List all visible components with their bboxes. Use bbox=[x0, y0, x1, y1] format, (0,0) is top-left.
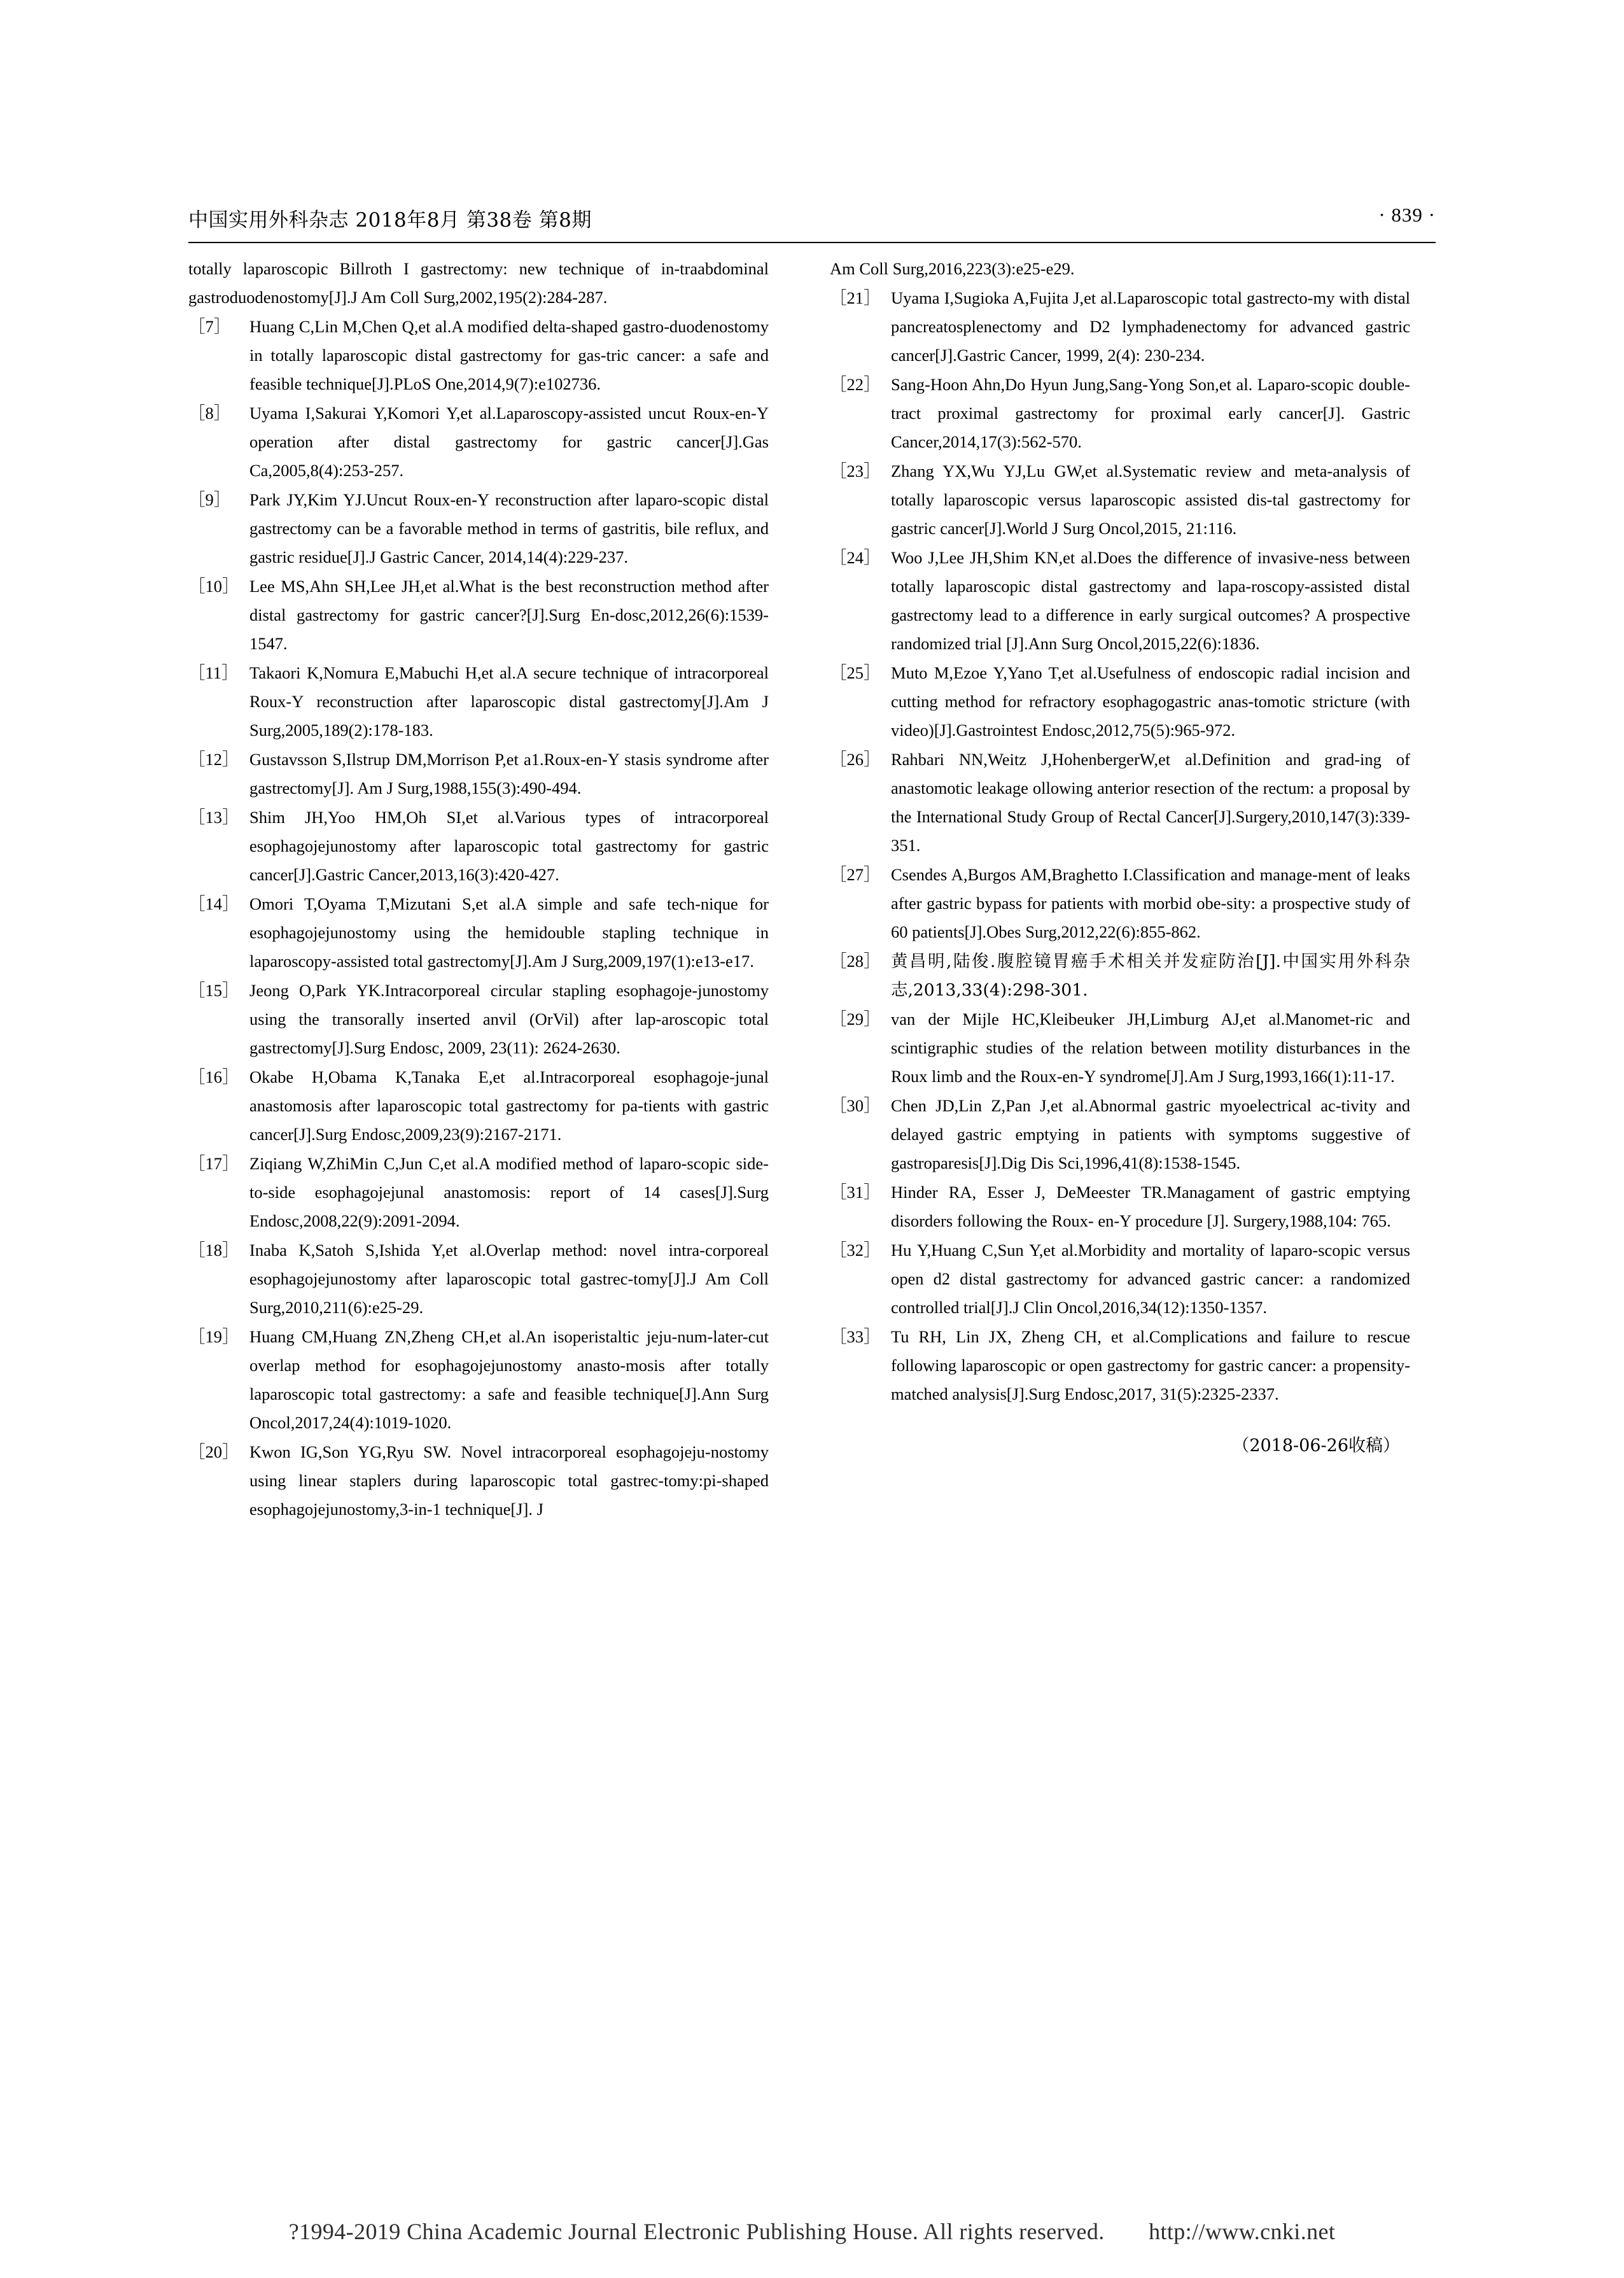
reference-item bbox=[188, 976, 769, 1062]
page-footer bbox=[0, 2218, 1624, 2245]
reference-text: Okabe H,Obama K,Tanaka E,et al.Intracorporeal esophagoje-junal anastomosis after laparoscopic total gastrectomy for pa-tients with gastric cancer[J].Surg Endosc,2009,23(9):2167-2171. bbox=[249, 1067, 769, 1144]
reference-number: ［11］ bbox=[188, 663, 239, 682]
reference-text: Kwon IG,Son YG,Ryu SW. Novel intracorporeal esophagojeju-nostomy using linear staplers during laparoscopic total gastrec-tomy:pi-shaped esophagojejunostomy,3-in-1 technique[J]. J bbox=[249, 1442, 769, 1519]
journal-title-line: 中国实用外科杂志 2018年8月 第38卷 第8期 bbox=[188, 209, 592, 232]
reference-continuation bbox=[830, 255, 1410, 283]
right-column bbox=[830, 255, 1410, 1524]
reference-number: ［9］ bbox=[188, 490, 231, 509]
reference-text: Shim JH,Yoo HM,Oh SI,et al.Various types of intracorporeal esophagojejunostomy after laparoscopic total gastrectomy for gastric cancer[J].Gastric Cancer,2013,16(3):420-427. bbox=[249, 808, 769, 884]
reference-text: Takaori K,Nomura E,Mabuchi H,et al.A secure technique of intracorporeal Roux-Y reconstruction after laparoscopic distal gastrectomy[J].Am J Surg,2005,189(2):178-183. bbox=[249, 663, 769, 740]
reference-number: ［27］ bbox=[830, 865, 881, 884]
reference-number: ［10］ bbox=[188, 577, 239, 596]
reference-number: ［22］ bbox=[830, 375, 881, 394]
reference-text: 黄昌明,陆俊.腹腔镜胃癌手术相关并发症防治[J].中国实用外科杂志,2013,33(4):298-301. bbox=[891, 952, 1410, 1000]
reference-text: Sang-Hoon Ahn,Do Hyun Jung,Sang-Yong Son,et al. Laparo-scopic double- tract proximal gastrectomy for proximal early cancer[J]. Gastric Cancer,2014,17(3):562-570. bbox=[891, 375, 1410, 451]
reference-number: ［30］ bbox=[830, 1096, 881, 1115]
reference-item bbox=[188, 1438, 769, 1524]
cnki-url: http://www.cnki.net bbox=[1149, 2219, 1336, 2244]
reference-text: Uyama I,Sakurai Y,Komori Y,et al.Laparoscopy-assisted uncut Roux-en-Y operation after distal gastrectomy for gastric cancer[J].Gas Ca,2005,8(4):253-257. bbox=[249, 404, 769, 480]
reference-number: ［31］ bbox=[830, 1183, 881, 1202]
reference-item bbox=[188, 659, 769, 745]
reference-item bbox=[188, 890, 769, 976]
reference-item bbox=[830, 745, 1410, 860]
reference-number: ［12］ bbox=[188, 750, 239, 769]
reference-text: Hu Y,Huang C,Sun Y,et al.Morbidity and mortality of laparo-scopic versus open d2 distal gastrectomy for advanced gastric cancer: a randomized controlled trial[J].J Clin Oncol,2016,34(12):1350-1357. bbox=[891, 1241, 1410, 1317]
reference-number: ［28］ bbox=[830, 952, 881, 971]
reference-text: Ziqiang W,ZhiMin C,Jun C,et al.A modified method of laparo-scopic side-to-side esophagojejunal anastomosis: report of 14 cases[J].Surg Endosc,2008,22(9):2091-2094. bbox=[249, 1154, 769, 1230]
reference-number: ［19］ bbox=[188, 1327, 239, 1346]
left-column bbox=[188, 255, 769, 1524]
reference-item bbox=[830, 370, 1410, 456]
reference-number: ［32］ bbox=[830, 1241, 881, 1260]
reference-number: ［15］ bbox=[188, 981, 239, 1000]
reference-number: ［14］ bbox=[188, 894, 239, 913]
reference-number: ［23］ bbox=[830, 461, 881, 481]
reference-number: ［7］ bbox=[188, 317, 231, 336]
reference-number: ［17］ bbox=[188, 1154, 239, 1173]
reference-item bbox=[830, 1005, 1410, 1091]
reference-item bbox=[188, 1323, 769, 1437]
reference-text: Muto M,Ezoe Y,Yano T,et al.Usefulness of endoscopic radial incision and cutting method for refractory esophagogastric anas-tomotic stricture (with video)[J].Gastrointest Endosc,2012,75(5):965-972. bbox=[891, 663, 1410, 740]
reference-number: ［33］ bbox=[830, 1327, 881, 1346]
reference-number: ［13］ bbox=[188, 808, 239, 827]
reference-text: Hinder RA, Esser J, DeMeester TR.Managament of gastric emptying disorders following the Roux- en-Y procedure [J]. Surgery,1988,104: 765. bbox=[891, 1183, 1410, 1230]
reference-item bbox=[830, 1236, 1410, 1322]
reference-item bbox=[188, 572, 769, 658]
reference-text: Uyama I,Sugioka A,Fujita J,et al.Laparoscopic total gastrecto-my with distal pancreatosplenectomy and D2 lymphadenectomy for advanced gastric cancer[J].Gastric Cancer, 1999, 2(4): 230-234. bbox=[891, 288, 1410, 365]
reference-text: totally laparoscopic Billroth I gastrectomy: new technique of in-traabdominal gastroduodenostomy[J].J Am Coll Surg,2002,195(2):284-287. bbox=[188, 259, 769, 307]
reference-text: Chen JD,Lin Z,Pan J,et al.Abnormal gastric myoelectrical ac-tivity and delayed gastric emptying in patients with symptoms suggestive of gastroparesis[J].Dig Dis Sci,1996,41(8):1538-1545. bbox=[891, 1096, 1410, 1172]
reference-number: ［29］ bbox=[830, 1009, 881, 1029]
reference-text: Omori T,Oyama T,Mizutani S,et al.A simple and safe tech-nique for esophagojejunostomy using the hemidouble stapling technique in laparoscopy-assisted total gastrectomy[J].Am J Surg,2009,197(1):e13-e17. bbox=[249, 894, 769, 971]
reference-item bbox=[188, 486, 769, 572]
reference-item bbox=[830, 1178, 1410, 1235]
reference-item bbox=[188, 1236, 769, 1322]
received-date: （2018-06-26收稿） bbox=[1232, 1436, 1400, 1456]
reference-item bbox=[830, 284, 1410, 370]
reference-columns bbox=[188, 255, 1436, 1524]
reference-text: Zhang YX,Wu YJ,Lu GW,et al.Systematic review and meta-analysis of totally laparoscopic versus laparoscopic assisted dis-tal gastrectomy for gastric cancer[J].World J Surg Oncol,2015, 21:116. bbox=[891, 461, 1410, 538]
reference-number: ［21］ bbox=[830, 288, 881, 307]
reference-number: ［24］ bbox=[830, 548, 881, 567]
reference-text: Park JY,Kim YJ.Uncut Roux-en-Y reconstruction after laparo-scopic distal gastrectomy can be a favorable method in terms of gastritis, bile reflux, and gastric residue[J].J Gastric Cancer, 2014,14(4):229-237. bbox=[249, 490, 769, 566]
reference-item bbox=[830, 1323, 1410, 1409]
reference-text: van der Mijle HC,Kleibeuker JH,Limburg AJ,et al.Manomet-ric and scintigraphic studies of the relation between motility disturbances in the Roux limb and the Roux-en-Y syndrome[J].Am J Surg,1993,166(1):11-17. bbox=[891, 1009, 1410, 1086]
reference-item bbox=[188, 1063, 769, 1149]
reference-text: Lee MS,Ahn SH,Lee JH,et al.What is the best reconstruction method after distal gastrectomy for gastric cancer?[J].Surg En-dosc,2012,26(6):1539-1547. bbox=[249, 577, 769, 653]
reference-item bbox=[830, 544, 1410, 658]
reference-item bbox=[830, 861, 1410, 946]
reference-item bbox=[188, 745, 769, 803]
reference-item bbox=[188, 803, 769, 889]
reference-item bbox=[830, 659, 1410, 745]
reference-number: ［16］ bbox=[188, 1067, 239, 1086]
reference-number: ［20］ bbox=[188, 1442, 239, 1461]
reference-number: ［8］ bbox=[188, 404, 231, 423]
copyright-text: ?1994-2019 China Academic Journal Electronic Publishing House. All rights reserved. bbox=[288, 2219, 1105, 2244]
reference-text: Am Coll Surg,2016,223(3):e25-e29. bbox=[830, 259, 1075, 278]
page-header bbox=[188, 204, 1436, 243]
reference-item bbox=[830, 457, 1410, 543]
reference-item bbox=[188, 399, 769, 485]
reference-item bbox=[830, 947, 1410, 1004]
reference-item bbox=[188, 1150, 769, 1235]
reference-number: ［25］ bbox=[830, 663, 881, 682]
reference-text: Gustavsson S,Ilstrup DM,Morrison P,et a1.Roux-en-Y stasis syndrome after gastrectomy[J]. Am J Surg,1988,155(3):490-494. bbox=[249, 750, 769, 798]
reference-continuation bbox=[188, 255, 769, 312]
reference-text: Csendes A,Burgos AM,Braghetto I.Classification and manage-ment of leaks after gastric bypass for patients with morbid obe-sity: a prospective study of 60 patients[J].Obes Surg,2012,22(6):855-862. bbox=[891, 865, 1410, 941]
page-number: · 839 · bbox=[1378, 204, 1436, 226]
reference-text: Tu RH, Lin JX, Zheng CH, et al.Complications and failure to rescue following laparoscopic or open gastrectomy for gastric cancer: a propensity-matched analysis[J].Surg Endosc,2017, 31(5):2325-2337. bbox=[891, 1327, 1410, 1403]
reference-text: Huang CM,Huang ZN,Zheng CH,et al.An isoperistaltic jeju-num-later-cut overlap method for esophagojejunostomy anasto-mosis after totally laparoscopic total gastrectomy: a safe and feasible technique[J].Ann Surg Oncol,2017,24(4):1019-1020. bbox=[249, 1327, 769, 1432]
reference-number: ［26］ bbox=[830, 750, 881, 769]
reference-number: ［18］ bbox=[188, 1241, 239, 1260]
reference-item bbox=[188, 313, 769, 398]
reference-text: Huang C,Lin M,Chen Q,et al.A modified delta-shaped gastro-duodenostomy in totally laparoscopic distal gastrectomy for gas-tric cancer: a safe and feasible technique[J].PLoS One,2014,9(7):e102736. bbox=[249, 317, 769, 393]
reference-text: Jeong O,Park YK.Intracorporeal circular stapling esophagoje-junostomy using the transorally inserted anvil (OrVil) after lap-aroscopic total gastrectomy[J].Surg Endosc, 2009, 23(11): 2624-2630. bbox=[249, 981, 769, 1057]
reference-item bbox=[830, 1092, 1410, 1178]
reference-text: Inaba K,Satoh S,Ishida Y,et al.Overlap method: novel intra-corporeal esophagojejunostomy after laparoscopic total gastrec-tomy[J].J Am Coll Surg,2010,211(6):e25-29. bbox=[249, 1241, 769, 1317]
reference-text: Woo J,Lee JH,Shim KN,et al.Does the difference of invasive-ness between totally laparoscopic distal gastrectomy and lapa-roscopy-assisted distal gastrectomy lead to a difference in early surgical outcomes? A prospective randomized trial [J].Ann Surg Oncol,2015,22(6):1836. bbox=[891, 548, 1410, 653]
reference-text: Rahbari NN,Weitz J,HohenbergerW,et al.Definition and grad-ing of anastomotic leakage ollowing anterior resection of the rectum: a proposal by the International Study Group of Rectal Cancer[J].Surgery,2010,147(3):339-351. bbox=[891, 750, 1410, 855]
